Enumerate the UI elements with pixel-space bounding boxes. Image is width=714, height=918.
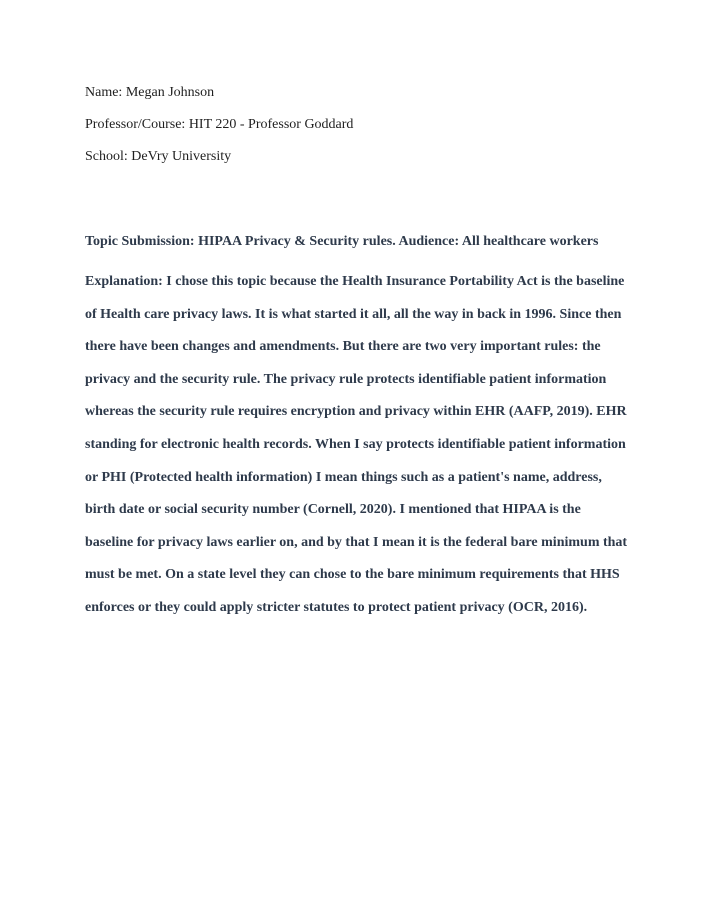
explanation-line: Explanation: I chose this topic because the Health Insurance Portability Act is the baseline: [85, 274, 625, 289]
explanation-line: enforces or they could apply stricter statutes to protect patient privacy (OCR, 2016).: [85, 599, 588, 615]
explanation-line: standing for electronic health records. When I say protects identifiable patient information: [85, 436, 626, 452]
explanation-line: whereas the security rule requires encryption and privacy within EHR (AAFP, 2019). EHR: [85, 404, 627, 420]
explanation-line: must be met. On a state level they can chose to the bare minimum requirements that HHS: [85, 567, 620, 583]
explanation-line: privacy and the security rule. The privacy rule protects identifiable patient information: [85, 371, 607, 387]
explanation-paragraph: [85, 266, 645, 625]
explanation-line: baseline for privacy laws earlier on, and by that I mean it is the federal bare minimum that: [85, 534, 628, 550]
explanation-line: of Health care privacy laws. It is what started it all, all the way in back in 1996. Since then: [85, 306, 622, 322]
name-line: Name: Megan Johnson: [85, 85, 215, 100]
explanation-line: or PHI (Protected health information) I mean things such as a patient's name, address,: [85, 469, 602, 485]
explanation-line: there have been changes and amendments. But there are two very important rules: the: [85, 339, 601, 355]
course-line: Professor/Course: HIT 220 - Professor Goddard: [85, 117, 354, 132]
topic-submission: Topic Submission: HIPAA Privacy & Security rules. Audience: All healthcare workers: [85, 234, 599, 249]
explanation-line: birth date or social security number (Cornell, 2020). I mentioned that HIPAA is the: [85, 502, 581, 518]
school-line: School: DeVry University: [85, 149, 232, 164]
